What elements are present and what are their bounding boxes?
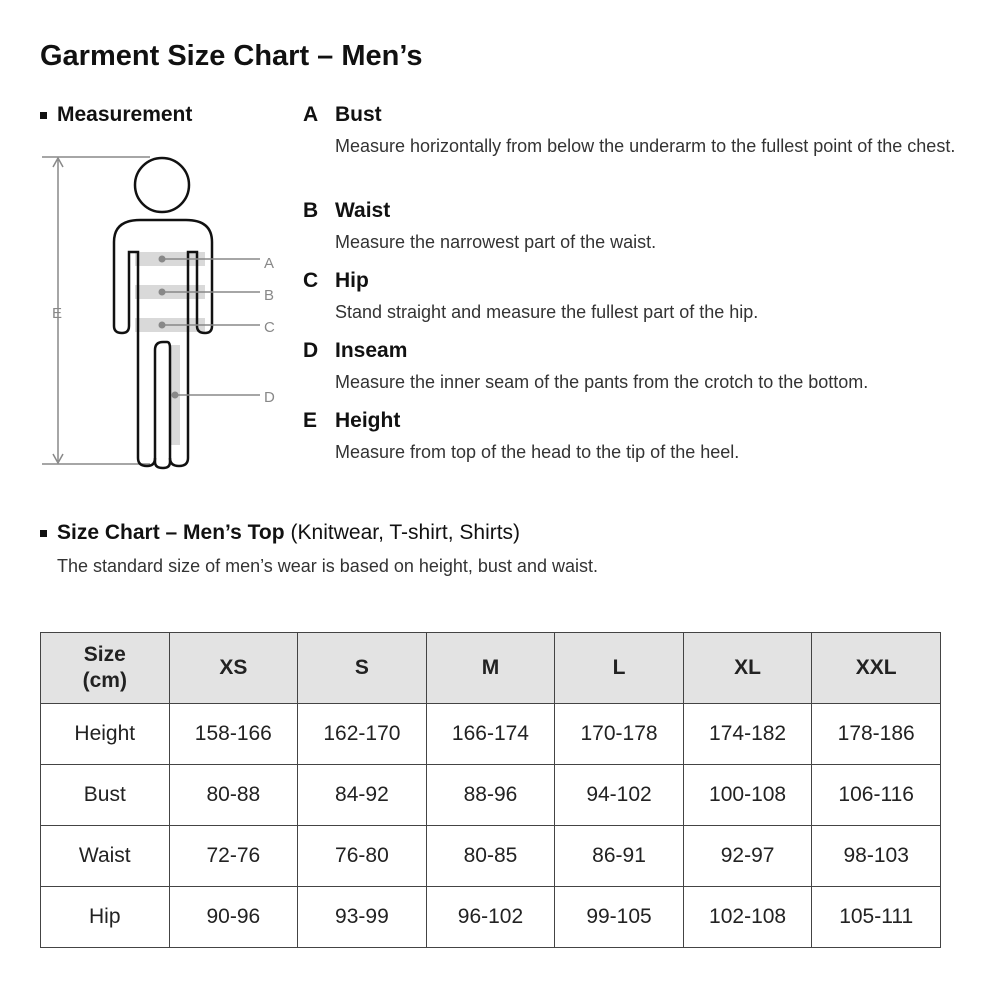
- table-cell: 88-96: [426, 765, 555, 826]
- body-figure: [30, 140, 300, 480]
- label-b: B: [264, 287, 275, 304]
- table-cell: 99-105: [555, 887, 684, 948]
- table-row: [41, 765, 941, 826]
- definition-text: Measure the narrowest part of the waist.: [335, 232, 657, 252]
- definition-hip: [303, 269, 983, 339]
- table-cell: 162-170: [298, 704, 427, 765]
- table-cell: 84-92: [298, 765, 427, 826]
- definition-name: Hip: [335, 269, 369, 292]
- row-label: Waist: [41, 826, 170, 887]
- definition-text: Measure from top of the head to the tip of the heel.: [335, 442, 740, 462]
- label-e: E: [52, 305, 63, 322]
- column-header: XXL: [812, 633, 941, 704]
- measurement-definitions: [303, 103, 983, 479]
- table-cell: 94-102: [555, 765, 684, 826]
- table-cell: 106-116: [812, 765, 941, 826]
- row-label: Bust: [41, 765, 170, 826]
- bullet-icon: [40, 530, 47, 537]
- row-label: Hip: [41, 887, 170, 948]
- definition-height: [303, 409, 983, 479]
- table-cell: 93-99: [298, 887, 427, 948]
- size-chart-heading-suffix: (Knitwear, T-shirt, Shirts): [290, 521, 521, 544]
- measurement-heading-label: Measurement: [57, 103, 193, 126]
- label-d: D: [264, 389, 275, 406]
- table-cell: 96-102: [426, 887, 555, 948]
- table-row: [41, 887, 941, 948]
- definition-letter: B: [303, 199, 319, 222]
- definition-bust: [303, 103, 983, 199]
- table-cell: 90-96: [169, 887, 298, 948]
- table-cell: 102-108: [683, 887, 812, 948]
- human-outline: [114, 158, 212, 468]
- definition-text: Measure horizontally from below the underarm to the fullest point of the chest.: [335, 136, 956, 156]
- size-chart-subtitle: The standard size of men’s wear is based on height, bust and waist.: [57, 556, 598, 576]
- table-cell: 100-108: [683, 765, 812, 826]
- definition-text: Measure the inner seam of the pants from the crotch to the bottom.: [335, 372, 869, 392]
- corner-label-unit: (cm): [82, 669, 127, 692]
- page-title: Garment Size Chart – Men’s: [40, 40, 423, 72]
- table-header-row: [41, 633, 941, 704]
- definition-letter: D: [303, 339, 319, 362]
- table-cell: 80-85: [426, 826, 555, 887]
- table-cell: 170-178: [555, 704, 684, 765]
- definition-waist: [303, 199, 983, 269]
- corner-header: [41, 633, 170, 704]
- column-header: XS: [169, 633, 298, 704]
- size-chart-heading-label: Size Chart – Men’s Top: [57, 521, 285, 544]
- column-header: M: [426, 633, 555, 704]
- table-cell: 86-91: [555, 826, 684, 887]
- table-cell: 174-182: [683, 704, 812, 765]
- table-cell: 76-80: [298, 826, 427, 887]
- table-row: [41, 826, 941, 887]
- table-row: [41, 704, 941, 765]
- definition-letter: C: [303, 269, 319, 292]
- label-a: A: [264, 255, 275, 272]
- table-cell: 178-186: [812, 704, 941, 765]
- column-header: L: [555, 633, 684, 704]
- table-cell: 80-88: [169, 765, 298, 826]
- definition-name: Height: [335, 409, 401, 432]
- table-cell: 98-103: [812, 826, 941, 887]
- table-cell: 166-174: [426, 704, 555, 765]
- definition-name: Bust: [335, 103, 382, 126]
- row-label: Height: [41, 704, 170, 765]
- definition-name: Inseam: [335, 339, 408, 362]
- table-cell: 72-76: [169, 826, 298, 887]
- definition-name: Waist: [335, 199, 391, 222]
- definition-inseam: [303, 339, 983, 409]
- definition-letter: E: [303, 409, 318, 432]
- size-table: [40, 632, 941, 948]
- column-header: XL: [683, 633, 812, 704]
- table-cell: 158-166: [169, 704, 298, 765]
- table-cell: 92-97: [683, 826, 812, 887]
- definition-text: Stand straight and measure the fullest part of the hip.: [335, 302, 759, 322]
- bullet-icon: [40, 112, 47, 119]
- table-cell: 105-111: [812, 887, 941, 948]
- label-c: C: [264, 319, 275, 336]
- column-header: S: [298, 633, 427, 704]
- corner-label-size: Size: [83, 643, 126, 666]
- definition-letter: A: [303, 103, 319, 126]
- measurement-heading: [40, 103, 192, 127]
- size-chart-heading: [40, 521, 520, 545]
